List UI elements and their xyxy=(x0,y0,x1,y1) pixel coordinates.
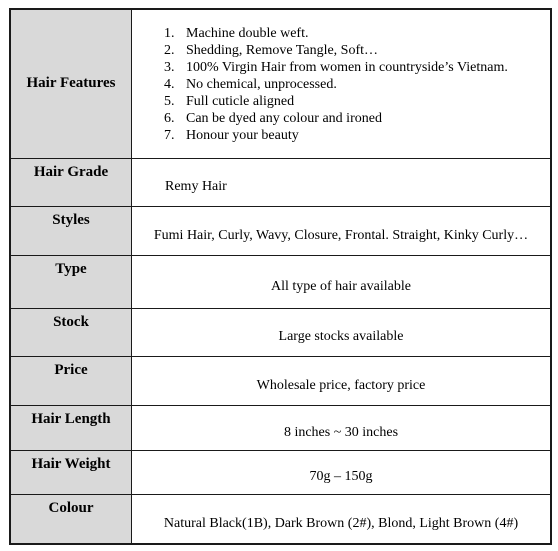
styles-text: Fumi Hair, Curly, Wavy, Closure, Frontal. Straight, Kinky Curly… xyxy=(153,227,529,243)
table-row-hair-features xyxy=(10,9,551,158)
stock-text: Large stocks available xyxy=(278,329,404,344)
hair-length-text: 8 inches ~ 30 inches xyxy=(283,424,399,440)
table-row-type xyxy=(10,255,551,308)
feature-item xyxy=(164,59,550,76)
type-text: All type of hair available xyxy=(271,278,411,294)
feature-number: 7. xyxy=(164,128,175,144)
table-row-price xyxy=(10,356,551,405)
feature-text: No chemical, unprocessed. xyxy=(186,77,337,93)
table-row-hair-weight xyxy=(10,450,551,494)
label-stock: Stock xyxy=(10,308,132,356)
price-text: Wholesale price, factory price xyxy=(256,377,426,393)
feature-number: 6. xyxy=(164,111,175,127)
colour-text: Natural Black(1B), Dark Brown (2#), Blond, Light Brown (4#) xyxy=(163,515,519,531)
feature-item xyxy=(164,42,550,59)
label-hair-features: Hair Features xyxy=(10,9,132,158)
hair-weight-text: 70g – 150g xyxy=(309,469,373,484)
feature-number: 1. xyxy=(164,26,175,42)
value-price xyxy=(132,356,552,405)
value-type xyxy=(132,255,552,308)
feature-text: Can be dyed any colour and ironed xyxy=(186,111,382,127)
label-hair-length: Hair Length xyxy=(10,405,132,450)
label-type: Type xyxy=(10,255,132,308)
value-hair-length xyxy=(132,405,552,450)
feature-item xyxy=(164,93,550,110)
feature-item xyxy=(164,127,550,144)
feature-item xyxy=(164,110,550,127)
hair-spec-table xyxy=(9,8,552,545)
value-stock xyxy=(132,308,552,356)
features-list xyxy=(132,23,550,144)
value-styles xyxy=(132,206,552,255)
feature-item xyxy=(164,76,550,93)
feature-number: 4. xyxy=(164,77,175,93)
feature-text: 100% Virgin Hair from women in countryside’s Vietnam. xyxy=(186,60,508,76)
value-hair-features xyxy=(132,9,552,158)
label-hair-grade: Hair Grade xyxy=(10,158,132,206)
value-hair-weight xyxy=(132,450,552,494)
table-row-hair-grade xyxy=(10,158,551,206)
table-row-colour xyxy=(10,494,551,544)
table-row-styles xyxy=(10,206,551,255)
label-price: Price xyxy=(10,356,132,405)
feature-number: 5. xyxy=(164,94,175,110)
feature-text: Full cuticle aligned xyxy=(186,94,295,110)
feature-text: Shedding, Remove Tangle, Soft… xyxy=(186,43,379,59)
feature-text: Honour your beauty xyxy=(186,128,299,144)
table-row-hair-length xyxy=(10,405,551,450)
feature-text: Machine double weft. xyxy=(186,26,309,42)
feature-item xyxy=(164,25,550,42)
table-row-stock xyxy=(10,308,551,356)
label-styles: Styles xyxy=(10,206,132,255)
value-hair-grade xyxy=(132,158,552,206)
label-hair-weight: Hair Weight xyxy=(10,450,132,494)
value-colour xyxy=(132,494,552,544)
feature-number: 2. xyxy=(164,43,175,59)
hair-grade-text: Remy Hair xyxy=(165,179,227,194)
feature-number: 3. xyxy=(164,60,175,76)
label-colour: Colour xyxy=(10,494,132,544)
